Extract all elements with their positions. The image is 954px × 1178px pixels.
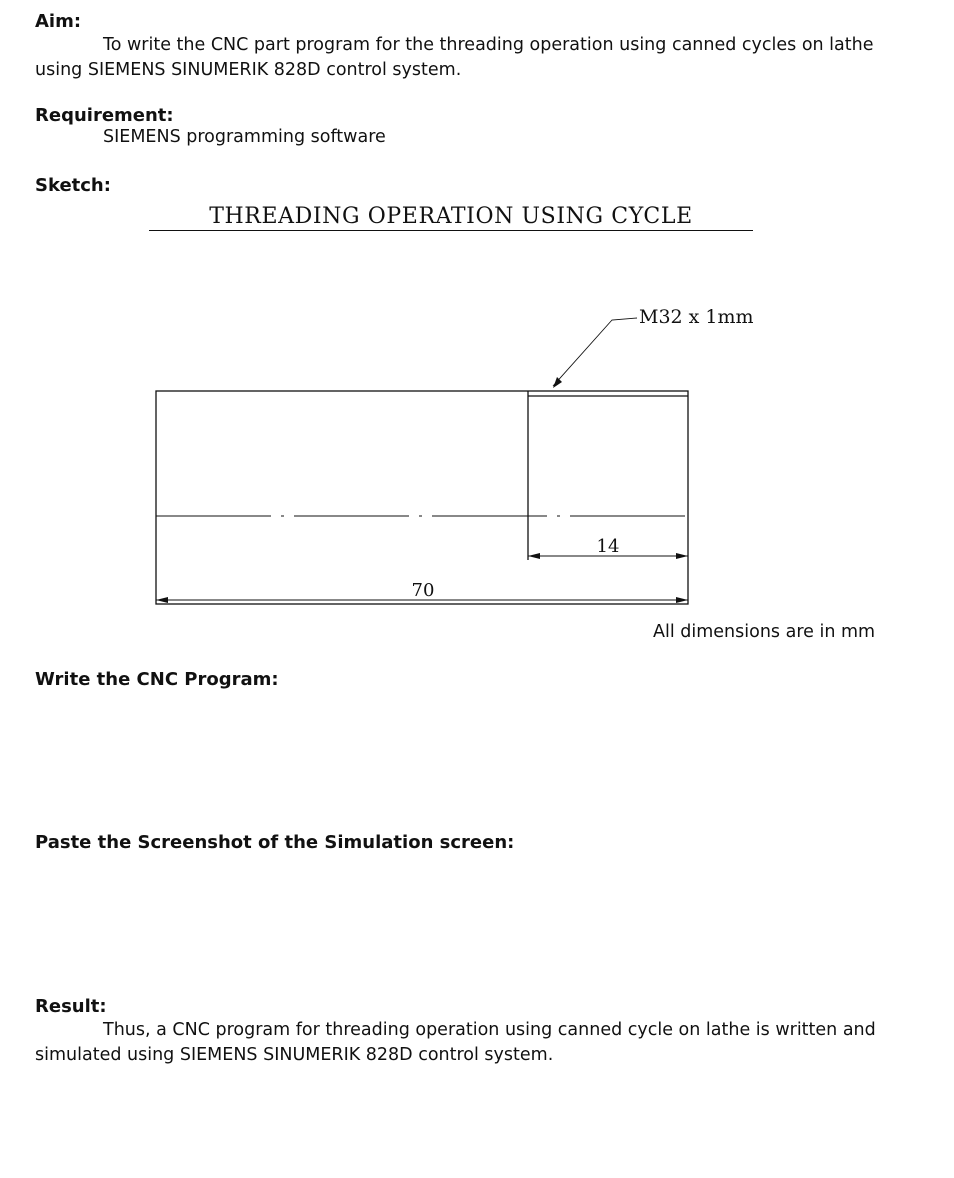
- thread-callout-label: M32 x 1mm: [639, 306, 754, 328]
- dim-70-arrow-right: [676, 597, 688, 603]
- leader-arrowhead: [553, 377, 562, 388]
- dim-70-arrow-left: [156, 597, 168, 603]
- dim-14-arrow-right: [676, 553, 688, 559]
- dim-70-label: 70: [411, 580, 435, 601]
- aim-text: To write the CNC part program for the threading operation using canned cycles on lathe using SIEMENS SINUMERIK 828D control system.: [35, 35, 874, 80]
- thread-leader-line: [553, 318, 637, 386]
- shaft-outline: [156, 391, 688, 604]
- requirement-text: SIEMENS programming software: [103, 127, 386, 147]
- requirement-heading: Requirement:: [35, 105, 174, 126]
- simulation-heading: Paste the Screenshot of the Simulation screen:: [35, 832, 515, 853]
- result-heading: Result:: [35, 996, 107, 1017]
- dim-14-arrow-left: [528, 553, 540, 559]
- dimensions-note: All dimensions are in mm: [653, 622, 876, 642]
- aim-heading: Aim:: [35, 11, 82, 32]
- dim-14-label: 14: [596, 536, 620, 557]
- sketch-heading: Sketch:: [35, 175, 111, 196]
- program-heading: Write the CNC Program:: [35, 669, 279, 690]
- sketch-title: THREADING OPERATION USING CYCLE: [149, 203, 753, 231]
- result-text: Thus, a CNC program for threading operation using canned cycle on lathe is written and simulated using SIEMENS SINUMERIK 828D control system.: [35, 1020, 876, 1065]
